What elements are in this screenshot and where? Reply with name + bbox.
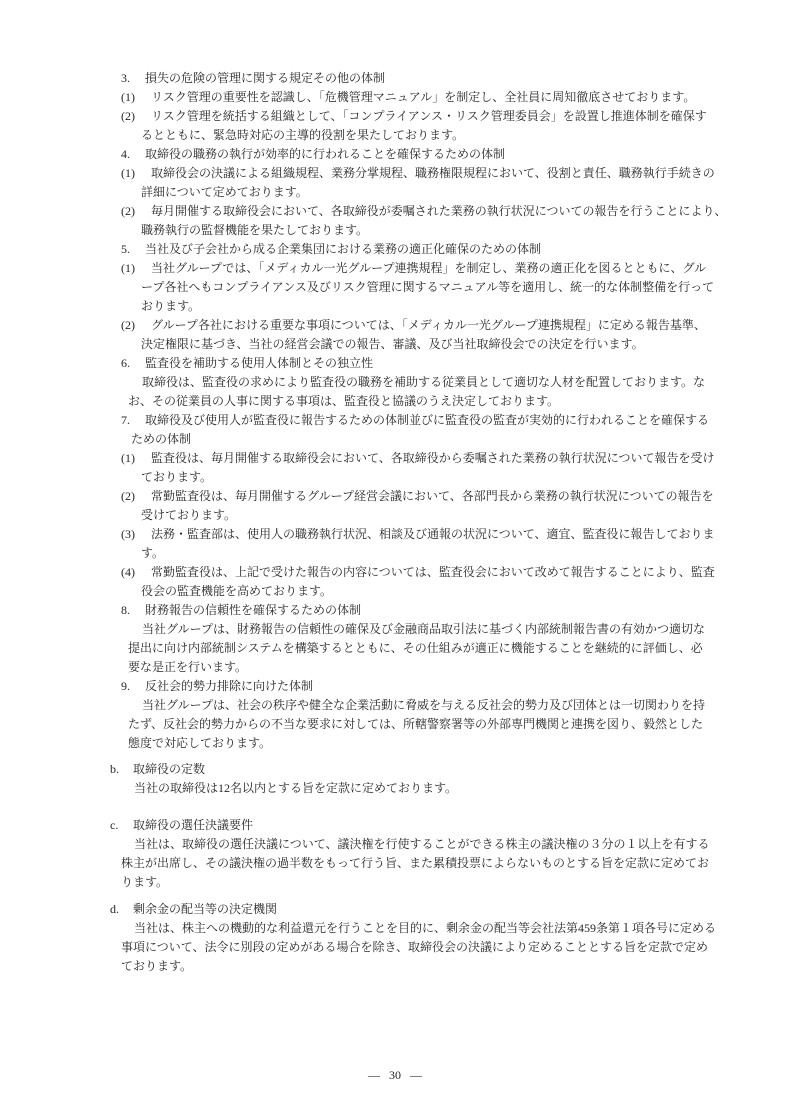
text-line-with-marker (0, 601, 790, 620)
text-line (0, 957, 790, 976)
line-text: 事項について、法令に別段の定めがある場合を除き、取締役会の決議により定めることとする旨を定款で定め (121, 940, 709, 954)
line-text: 当社グループでは、「メディカル一光グループ連携規程」を制定し、業務の適正化を図るとともに、グル (151, 261, 707, 275)
line-text: 当社は、取締役の選任決議について、議決権を行使することができる株主の議決権の３分の１以上を有する (134, 837, 710, 851)
line-text: リスク管理を統括する組織として、「コンプライアンス・リスク管理委員会」を設置し推進体制を確保す (151, 109, 707, 123)
list-marker: (2) (121, 318, 135, 332)
line-text: 剰余金の配当等の決定機関 (133, 902, 278, 916)
text-line-with-marker (0, 202, 790, 221)
line-text: 提出に向け内部統制システムを構築するとともに、その仕組みが適正に機能することを継続的に評価し、必 (128, 641, 703, 655)
text-line-with-marker (0, 164, 790, 183)
page-number: 30 (389, 1068, 401, 1082)
line-text: 取締役の選任決議要件 (133, 818, 254, 832)
text-line (0, 696, 790, 715)
line-text: 役会の監査機能を高めております。 (141, 584, 333, 598)
line-text: 反社会的勢力排除に向けた体制 (145, 679, 314, 693)
footer-dash-left: ― (368, 1068, 380, 1082)
line-text: 当社の取締役は12名以内とする旨を定款に定めております。 (134, 781, 458, 795)
line-text: 監査役を補助する使用人体制とその独立性 (145, 356, 374, 370)
list-marker: d. (110, 902, 119, 916)
list-marker: 8. (121, 603, 130, 617)
text-line-with-marker (0, 411, 790, 430)
text-line (0, 392, 790, 411)
text-line (0, 544, 790, 563)
line-text: ております。 (141, 470, 213, 484)
line-text: グループ各社における重要な事項については、「メディカル一光グループ連携規程」に定める報告基準、 (151, 318, 706, 332)
line-text: ります。 (121, 875, 169, 889)
text-line (0, 835, 790, 854)
line-text: たず、反社会的勢力からの不当な要求に対しては、所轄警察署等の外部専門機関と連携を図り、毅然とした (128, 717, 704, 731)
text-line-with-marker (0, 316, 790, 335)
document-body (0, 69, 790, 976)
text-line-with-marker (0, 816, 790, 835)
list-marker: (1) (121, 451, 135, 465)
line-text: 毎月開催する取締役会において、各取締役が委嘱された業務の執行状況についての報告を行うことにより、 (151, 204, 727, 218)
page-footer (0, 1066, 790, 1085)
line-text: 監査役は、毎月開催する取締役会において、各取締役から委嘱された業務の執行状況について報告を受け (151, 451, 715, 465)
line-text: 当社及び子会社から成る企業集団における業務の適正化確保のための体制 (145, 242, 542, 256)
list-marker: (1) (121, 261, 135, 275)
text-line-with-marker (0, 354, 790, 373)
line-text: 常勤監査役は、上記で受けた報告の内容については、監査役会において改めて報告することにより、監査 (151, 565, 715, 579)
text-line (0, 335, 790, 354)
list-marker: 3. (121, 71, 130, 85)
text-line (0, 919, 790, 938)
line-text: 取締役の定数 (133, 762, 206, 776)
line-text: す。 (141, 546, 165, 560)
text-line (0, 639, 790, 658)
text-line-with-marker (0, 69, 790, 88)
text-line-with-marker (0, 145, 790, 164)
text-line (0, 183, 790, 202)
list-marker: 7. (121, 413, 130, 427)
line-text: 受けております。 (141, 508, 237, 522)
text-line (0, 506, 790, 525)
text-line (0, 779, 790, 798)
line-text: 要な是正を行います。 (128, 660, 248, 674)
text-line-with-marker (0, 107, 790, 126)
line-text: ープ各社へもコンプライアンス及びリスク管理に関するマニュアル等を適用し、統一的な体制整備を行って (141, 280, 715, 294)
list-marker: (2) (121, 204, 135, 218)
line-text: 法務・監査部は、使用人の職務執行状況、相談及び通報の状況について、適宜、監査役に報告しておりま (151, 527, 715, 541)
footer-dash-right: ― (410, 1068, 422, 1082)
text-line-with-marker (0, 88, 790, 107)
line-text: るとともに、緊急時対応の主導的役割を果たしております。 (141, 128, 465, 142)
text-line (0, 430, 790, 449)
text-line (0, 715, 790, 734)
list-marker: (2) (121, 489, 135, 503)
line-text: 決定権限に基づき、当社の経営会議での報告、審議、及び当社取締役会での決定を行います。 (141, 337, 644, 351)
list-marker: 9. (121, 679, 130, 693)
list-marker: 4. (121, 147, 130, 161)
list-marker: c. (110, 818, 119, 832)
list-marker: 5. (121, 242, 130, 256)
list-marker: 6. (121, 356, 130, 370)
text-line (0, 221, 790, 240)
list-marker: (3) (121, 527, 135, 541)
line-text: 取締役会の決議による組織規程、業務分掌規程、職務権限規程において、役割と責任、職務執行手続きの (151, 166, 715, 180)
text-line (0, 278, 790, 297)
text-line (0, 297, 790, 316)
line-text: 当社は、株主への機動的な利益還元を行うことを目的に、剰余金の配当等会社法第459条第１項各号に定める (134, 921, 717, 935)
line-text: 態度で対応しております。 (128, 736, 272, 750)
line-text: 当社グループは、社会の秩序や健全な企業活動に脅威を与える反社会的勢力及び団体とは一切関わりを持 (142, 698, 706, 712)
text-line-with-marker (0, 487, 790, 506)
line-text: 詳細について定めております。 (141, 185, 308, 199)
list-marker: (1) (121, 166, 135, 180)
line-text: ための体制 (131, 432, 192, 446)
text-line (0, 373, 790, 392)
list-marker: (2) (121, 109, 135, 123)
text-line (0, 734, 790, 753)
line-text: 損失の危険の管理に関する規定その他の体制 (145, 71, 386, 85)
text-line (0, 938, 790, 957)
text-line-with-marker (0, 677, 790, 696)
list-marker: b. (110, 762, 119, 776)
line-text: ております。 (121, 959, 193, 973)
line-text: 取締役及び使用人が監査役に報告するための体制並びに監査役の監査が実効的に行われることを確保する (145, 413, 710, 427)
line-text: 株主が出席し、その議決権の過半数をもって行う旨、また累積投票によらないものとする旨を定款に定めてお (121, 856, 710, 870)
text-line (0, 126, 790, 145)
line-text: 財務報告の信頼性を確保するための体制 (145, 603, 362, 617)
line-text: 常勤監査役は、毎月開催するグループ経営会議において、各部門長から業務の執行状況についての報告を (151, 489, 714, 503)
text-line-with-marker (0, 900, 790, 919)
line-text: リスク管理の重要性を認識し、「危機管理マニュアル」を制定し、全社員に周知徹底させております。 (151, 90, 696, 104)
text-line (0, 582, 790, 601)
text-line-with-marker (0, 240, 790, 259)
list-marker: (1) (121, 90, 135, 104)
line-text: おります。 (141, 299, 201, 313)
text-line-with-marker (0, 259, 790, 278)
line-text: 取締役の職務の執行が効率的に行われることを確保するための体制 (145, 147, 506, 161)
text-line-with-marker (0, 525, 790, 544)
text-line (0, 620, 790, 639)
text-line-with-marker (0, 449, 790, 468)
text-line-with-marker (0, 563, 790, 582)
line-text: お、その従業員の人事に関する事項は、監査役と協議のうえ決定しております。 (128, 394, 560, 408)
text-line-with-marker (0, 760, 790, 779)
line-text: 職務執行の監督機能を果たしております。 (141, 223, 369, 237)
text-line (0, 873, 790, 892)
line-text: 当社グループは、財務報告の信頼性の確保及び金融商品取引法に基づく内部統制報告書の有効かつ適切な (142, 622, 706, 636)
text-line (0, 854, 790, 873)
text-line (0, 658, 790, 677)
text-line (0, 468, 790, 487)
line-text: 取締役は、監査役の求めにより監査役の職務を補助する従業員として適切な人材を配置しております。な (142, 375, 706, 389)
list-marker: (4) (121, 565, 135, 579)
